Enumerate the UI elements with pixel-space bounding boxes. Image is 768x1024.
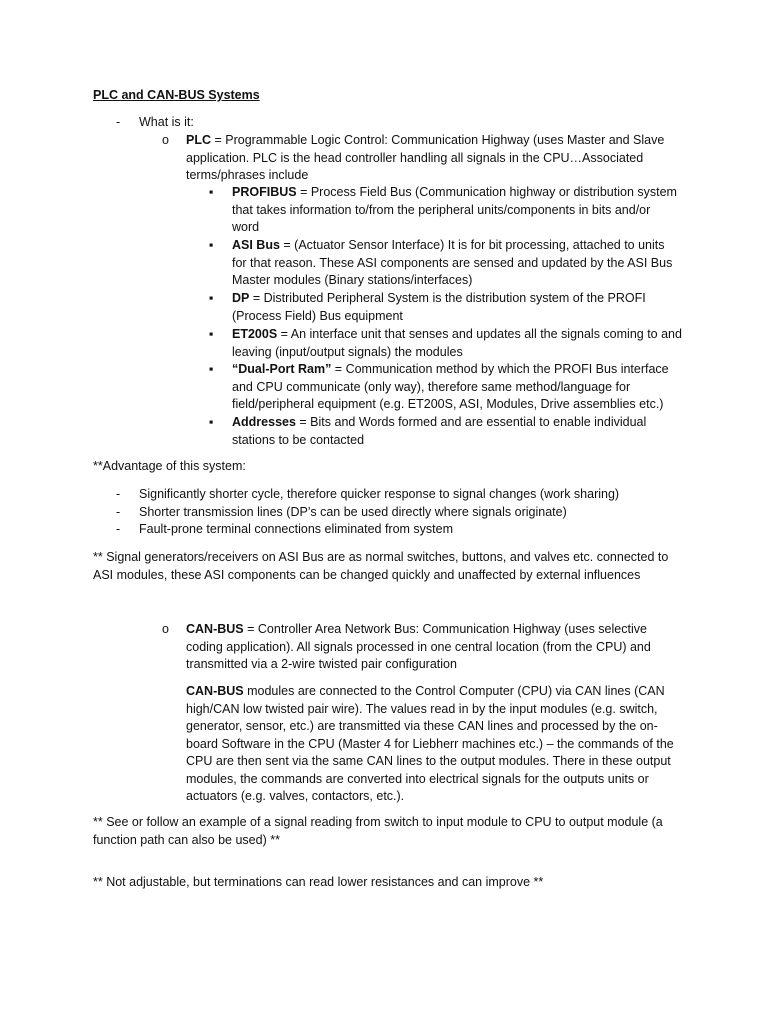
dash-bullet: - [116, 115, 121, 129]
term-profibus: PROFIBUS = Process Field Bus (Communication highway or distribution system that takes information to/from the peripheral units/components in bits and/or word [232, 185, 677, 234]
square-bullet: ▪ [209, 238, 214, 252]
asi-note: ** Signal generators/receivers on ASI Bus are as normal switches, buttons, and valves etc. connected to ASI modules, these ASI components can be changed quickly and unaffected by external influences [93, 550, 669, 582]
advantage-item: Significantly shorter cycle, therefore quicker response to signal changes (work sharing) [139, 487, 620, 501]
circle-bullet: o [162, 622, 169, 636]
adjust-note: ** Not adjustable, but terminations can read lower resistances and can improve ** [93, 875, 544, 889]
canbus-paragraph: CAN-BUS modules are connected to the Control Computer (CPU) via CAN lines (CAN high/CAN low twisted pair wire). The values read in by the input modules (e.g. switch, generator, sensor, etc.) are transmitted via these CAN lines and processed by the on- board Software in the CPU (Master 4 for Liebherr machines etc.) – the commands of the CPU are then sent via the same CAN lines to the output modules. There in these output modules, the commands are converted into electrical signals for the outputs units or actuators (e.g. valves, contactors, etc.). [186, 684, 674, 803]
square-bullet: ▪ [209, 291, 214, 305]
circle-bullet: o [162, 133, 169, 147]
dash-bullet: - [116, 522, 121, 536]
dash-bullet: - [116, 505, 121, 519]
page-title: PLC and CAN-BUS Systems [93, 88, 260, 102]
square-bullet: ▪ [209, 415, 214, 429]
term-dual-port-ram: “Dual-Port Ram” = Communication method by which the PROFI Bus interface and CPU communicate (only way), therefore same method/language for field/peripheral equipment (e.g. ET200S, ASI, Modules, Drive assemblies etc.) [232, 362, 669, 411]
example-note: ** See or follow an example of a signal reading from switch to input module to CPU to output module (a function path can also be used) ** [93, 815, 663, 847]
advantage-heading: **Advantage of this system: [93, 459, 246, 473]
plc-definition: PLC = Programmable Logic Control: Communication Highway (uses Master and Slave application. PLC is the head controller handling all signals in the CPU…Associated terms/phrases include [186, 133, 665, 182]
square-bullet: ▪ [209, 362, 214, 376]
what-is-it-label: What is it: [139, 115, 194, 129]
advantage-item: Fault-prone terminal connections eliminated from system [139, 522, 454, 536]
canbus-definition: CAN-BUS = Controller Area Network Bus: Communication Highway (uses selective coding application). All signals processed in one central location (from the CPU) and transmitted via a 2-wire twisted pair configuration [186, 622, 651, 671]
term-et200s: ET200S = An interface unit that senses and updates all the signals coming to and leaving (input/output signals) the modules [232, 327, 682, 359]
term-addresses: Addresses = Bits and Words formed and are essential to enable individual stations to be contacted [232, 415, 647, 447]
plc-term: PLC [186, 133, 211, 147]
term-dp: DP = Distributed Peripheral System is the distribution system of the PROFI (Process Field) Bus equipment [232, 291, 646, 323]
advantage-item: Shorter transmission lines (DP’s can be used directly where signals originate) [139, 505, 567, 519]
square-bullet: ▪ [209, 327, 214, 341]
term-asi-bus: ASI Bus = (Actuator Sensor Interface) It is for bit processing, attached to units for that reason. These ASI components are sensed and updated by the ASI Bus Master modules (Binary stations/interfaces) [232, 238, 673, 287]
square-bullet: ▪ [209, 185, 214, 199]
dash-bullet: - [116, 487, 121, 501]
